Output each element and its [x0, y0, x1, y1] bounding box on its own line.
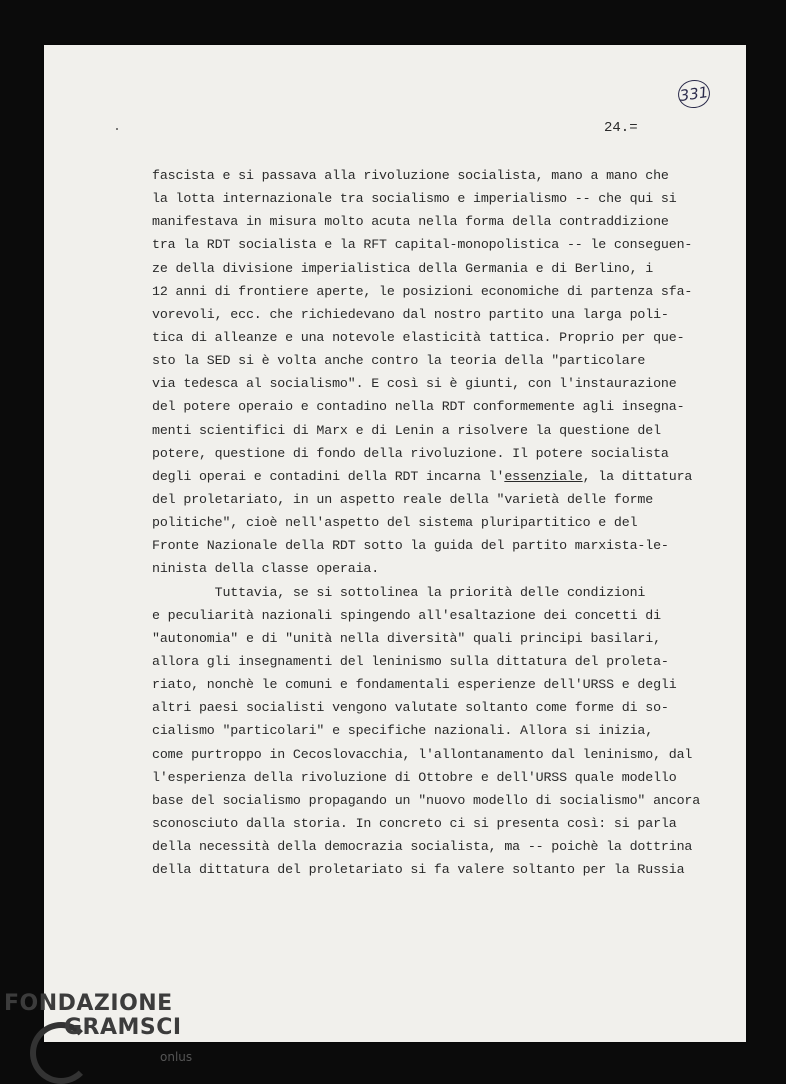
text-line: 12 anni di frontiere aperte, le posizioni economiche di partenza sfa-	[152, 283, 693, 299]
text-line: politiche", cioè nell'aspetto del sistema pluripartitico e del	[152, 515, 638, 531]
text-line: sto la SED si è volta anche contro la teoria della "particolare	[152, 353, 646, 369]
text-line: manifestava in misura molto acuta nella forma della contraddizione	[152, 214, 669, 230]
text-line: della dittatura del proletariato si fa valere soltanto per la Russia	[152, 862, 685, 878]
underlined-word: essenziale	[504, 468, 583, 484]
body-text	[152, 164, 732, 881]
archive-number: 331	[676, 78, 712, 110]
text-line: del potere operaio e contadino nella RDT conformemente agli insegna-	[152, 399, 685, 415]
text-line: vorevoli, ecc. che richiedevano dal nostro partito una larga poli-	[152, 306, 669, 322]
text-line: come purtroppo in Cecoslovacchia, l'allontanamento dal leninismo, dal	[152, 746, 693, 762]
text-line: del proletariato, in un aspetto reale della "varietà delle forme	[152, 491, 654, 507]
text-line: e peculiarità nazionali spingendo all'esaltazione dei concetti di	[152, 607, 661, 623]
text-line: allora gli insegnamenti del leninismo sulla dittatura del proleta-	[152, 653, 669, 669]
watermark-line2: GRAMSCI	[64, 1015, 182, 1040]
text-line: ninista della classe operaia.	[152, 561, 380, 577]
text-line: riato, nonchè le comuni e fondamentali esperienze dell'URSS e degli	[152, 677, 677, 693]
watermark-logo	[4, 992, 182, 1040]
text-line: fascista e si passava alla rivoluzione socialista, mano a mano che	[152, 168, 669, 183]
text-line: base del socialismo propagando un "nuovo modello di socialismo" ancora	[152, 792, 701, 808]
text-line: via tedesca al socialismo". E così si è giunti, con l'instaurazione	[152, 376, 677, 392]
watermark-line1: FONDAZIONE	[4, 991, 173, 1016]
text-line: della necessità della democrazia socialista, ma -- poichè la dottrina	[152, 839, 693, 855]
text-line: degli operai e contadini della RDT incarna l'essenziale, la dittatura	[152, 468, 693, 484]
text-line: tica di alleanze e una notevole elasticità tattica. Proprio per que-	[152, 329, 685, 345]
text-line: menti scientifici di Marx e di Lenin a risolvere la questione del	[152, 422, 661, 438]
text-line: "autonomia" e di "unità nella diversità" quali principi basilari,	[152, 630, 661, 646]
text-line: sconosciuto dalla storia. In concreto ci si presenta così: si parla	[152, 815, 677, 831]
text-line: Fronte Nazionale della RDT sotto la guida del partito marxista-le-	[152, 538, 669, 554]
page-number: 24.=	[604, 120, 638, 136]
paper-speck	[116, 128, 118, 130]
text-line: l'esperienza della rivoluzione di Ottobre e dell'URSS quale modello	[152, 769, 677, 785]
text-line: potere, questione di fondo della rivoluzione. Il potere socialista	[152, 445, 669, 461]
text-line: ze della divisione imperialistica della Germania e di Berlino, i	[152, 260, 654, 276]
text-line: Tuttavia, se si sottolinea la priorità delle condizioni	[152, 584, 646, 600]
text-line: altri paesi socialisti vengono valutate soltanto come forme di so-	[152, 700, 669, 716]
watermark-suffix: onlus	[160, 1050, 193, 1064]
text-line: tra la RDT socialista e la RFT capital-monopolistica -- le conseguen-	[152, 237, 693, 253]
text-line: cialismo "particolari" e specifiche nazionali. Allora si inizia,	[152, 723, 654, 739]
text-line: la lotta internazionale tra socialismo e imperialismo -- che qui si	[152, 191, 677, 207]
